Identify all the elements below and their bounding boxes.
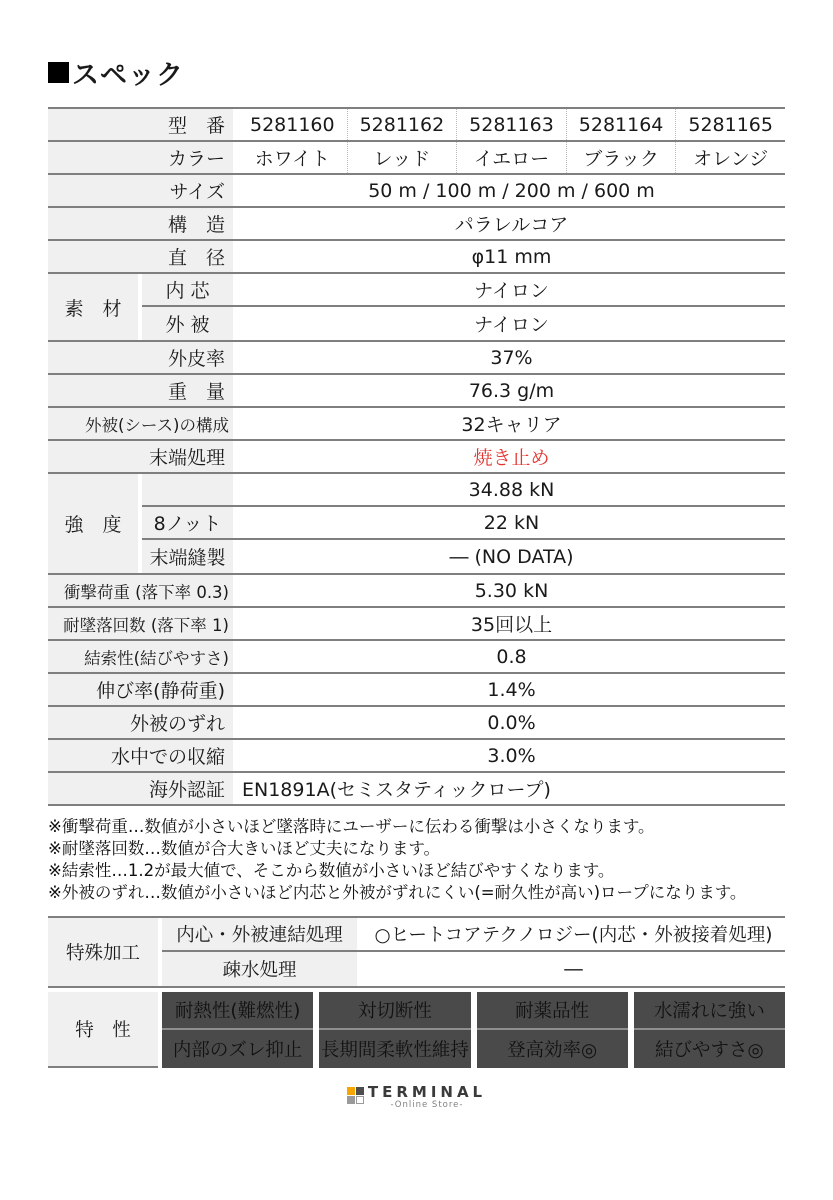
model-number-cell: 5281164: [566, 109, 676, 140]
spec-row-sheath: [142, 307, 785, 340]
model-number-cell: 5281162: [347, 109, 457, 140]
spec-label: 末端処理: [48, 441, 233, 472]
spec-value: 5.30 kN: [474, 579, 549, 602]
spec-sheet: [48, 55, 785, 1110]
spec-value: パラレルコア: [454, 214, 569, 236]
feature-cell: 対切断性: [319, 992, 470, 1030]
spec-label: 外皮率: [48, 342, 233, 373]
spec-label: 伸び率(静荷重): [48, 674, 233, 705]
spec-value: 37%: [490, 346, 533, 369]
color-cell: ホワイト: [254, 148, 331, 170]
spec-label: 結索性(結びやすさ): [48, 641, 233, 672]
spec-row-elongation: [48, 674, 785, 707]
spec-label: サイズ: [48, 175, 233, 206]
feature-cell: 耐熱性(難燃性): [162, 992, 313, 1030]
spec-row-structure: [48, 208, 785, 241]
special-processing-table: [48, 916, 785, 988]
spec-label: 直 径: [48, 241, 233, 272]
spec-value: 3.0%: [487, 744, 536, 767]
features-table: [48, 992, 785, 1068]
spec-row-core: [142, 274, 785, 307]
spec-label: 外被のずれ: [48, 707, 233, 738]
sub-label: 8ノット: [142, 507, 233, 538]
sp-value: ―: [564, 958, 583, 980]
spec-row-model: [48, 109, 785, 142]
brand-tagline: -Online Store-: [390, 1100, 464, 1110]
spec-row-strength-sewn: [142, 540, 785, 573]
model-number-cell: 5281160: [249, 113, 335, 136]
spec-row-end-treatment: [48, 441, 785, 474]
spec-row-diameter: [48, 241, 785, 274]
spec-row-sheath-ratio: [48, 342, 785, 375]
spec-label: 耐墜落回数 (落下率 1): [48, 608, 233, 639]
spec-value: 0.0%: [487, 711, 536, 734]
spec-row-shrinkage: [48, 740, 785, 773]
spec-value: ナイロン: [474, 280, 549, 302]
spec-row-strength-knot: [142, 507, 785, 540]
spec-label-color: カラー: [48, 142, 233, 173]
feature-cell: 登高効率◎: [477, 1030, 628, 1068]
color-cell: オレンジ: [675, 142, 785, 173]
special-processing-row-heatcore: [162, 918, 785, 952]
spec-value: 22 kN: [483, 511, 540, 534]
spec-row-sheath-slippage: [48, 707, 785, 740]
section-title: [48, 55, 785, 89]
spec-row-color: [48, 142, 785, 175]
model-number-cell: 5281163: [456, 109, 566, 140]
spec-row-impact-load: [48, 575, 785, 608]
spec-label: 構 造: [48, 208, 233, 239]
group-label-material: 素 材: [48, 274, 138, 340]
group-label-strength: 強 度: [48, 474, 138, 573]
footer: [48, 1084, 785, 1110]
sp-value: ○ヒートコアテクノロジー(内芯・外被接着処理): [374, 925, 773, 946]
special-processing-row-hydrophobic: [162, 952, 785, 986]
feature-cell: 結びやすさ◎: [634, 1030, 785, 1068]
color-cell: レッド: [347, 142, 457, 173]
spec-value: 50 m / 100 m / 200 m / 600 m: [368, 179, 655, 202]
spec-value: 1.4%: [487, 678, 536, 701]
spec-label-model: 型 番: [48, 109, 233, 140]
section-title-text: スペック: [72, 59, 184, 91]
notes: [48, 816, 785, 904]
spec-row-weight: [48, 375, 785, 408]
spec-label: 重 量: [48, 375, 233, 406]
note-line: ※結索性…1.2が最大値で、そこから数値が小さいほど結びやすくなります。: [48, 861, 615, 880]
note-line: ※外被のずれ…数値が小さいほど内芯と外被がずれにくい(=耐久性が高い)ロープになります。: [48, 883, 747, 902]
spec-row-certification: [48, 773, 785, 806]
spec-table: [48, 107, 785, 806]
color-cell: ブラック: [566, 142, 676, 173]
spec-label: 衝撃荷重 (落下率 0.3): [48, 575, 233, 606]
title-square-icon: [48, 62, 69, 83]
spec-value: 0.8: [496, 645, 527, 668]
spec-row-strength-plain: [142, 474, 785, 507]
spec-value: 34.88 kN: [468, 478, 555, 501]
spec-value: EN1891A(セミスタティックロープ): [242, 779, 551, 801]
spec-value: 32キャリア: [461, 414, 562, 436]
spec-row-knotability: [48, 641, 785, 674]
spec-group-material: [48, 274, 785, 342]
spec-label: 海外認証: [48, 773, 233, 804]
brand-name: TERMINAL: [367, 1083, 487, 1101]
sub-label: 内 芯: [142, 274, 233, 305]
feature-cell: 耐薬品性: [477, 992, 628, 1030]
sp-label: 内心・外被連結処理: [162, 918, 357, 950]
sub-label: 外 被: [142, 307, 233, 340]
brand-logo-icon: [347, 1087, 364, 1104]
spec-row-size: [48, 175, 785, 208]
spec-group-strength: [48, 474, 785, 575]
spec-value: φ11 mm: [471, 245, 552, 268]
spec-value-highlighted: 焼き止め: [473, 447, 550, 469]
model-number-cell: 5281165: [675, 109, 785, 140]
spec-label: 水中での収縮: [48, 740, 233, 771]
sub-label: 末端縫製: [142, 540, 233, 573]
spec-value: ― (NO DATA): [449, 545, 574, 568]
spec-value: 35回以上: [470, 614, 553, 636]
spec-value: 76.3 g/m: [468, 379, 555, 402]
spec-row-fall-count: [48, 608, 785, 641]
feature-cell: 水濡れに強い: [634, 992, 785, 1030]
special-processing-label: 特殊加工: [48, 918, 158, 986]
feature-cell: 内部のズレ抑止: [162, 1030, 313, 1068]
spec-value: ナイロン: [474, 314, 549, 336]
spec-label: 外被(シース)の構成: [48, 408, 233, 439]
note-line: ※衝撃荷重…数値が小さいほど墜落時にユーザーに伝わる衝撃は小さくなります。: [48, 817, 655, 836]
spec-row-sheath-construction: [48, 408, 785, 441]
color-cell: イエロー: [456, 142, 566, 173]
sp-label: 疎水処理: [162, 952, 357, 986]
sub-label: [142, 474, 233, 505]
feature-cell: 長期間柔軟性維持: [319, 1030, 470, 1068]
features-label: 特 性: [48, 992, 158, 1068]
note-line: ※耐墜落回数…数値が合大きいほど丈夫になります。: [48, 839, 441, 858]
